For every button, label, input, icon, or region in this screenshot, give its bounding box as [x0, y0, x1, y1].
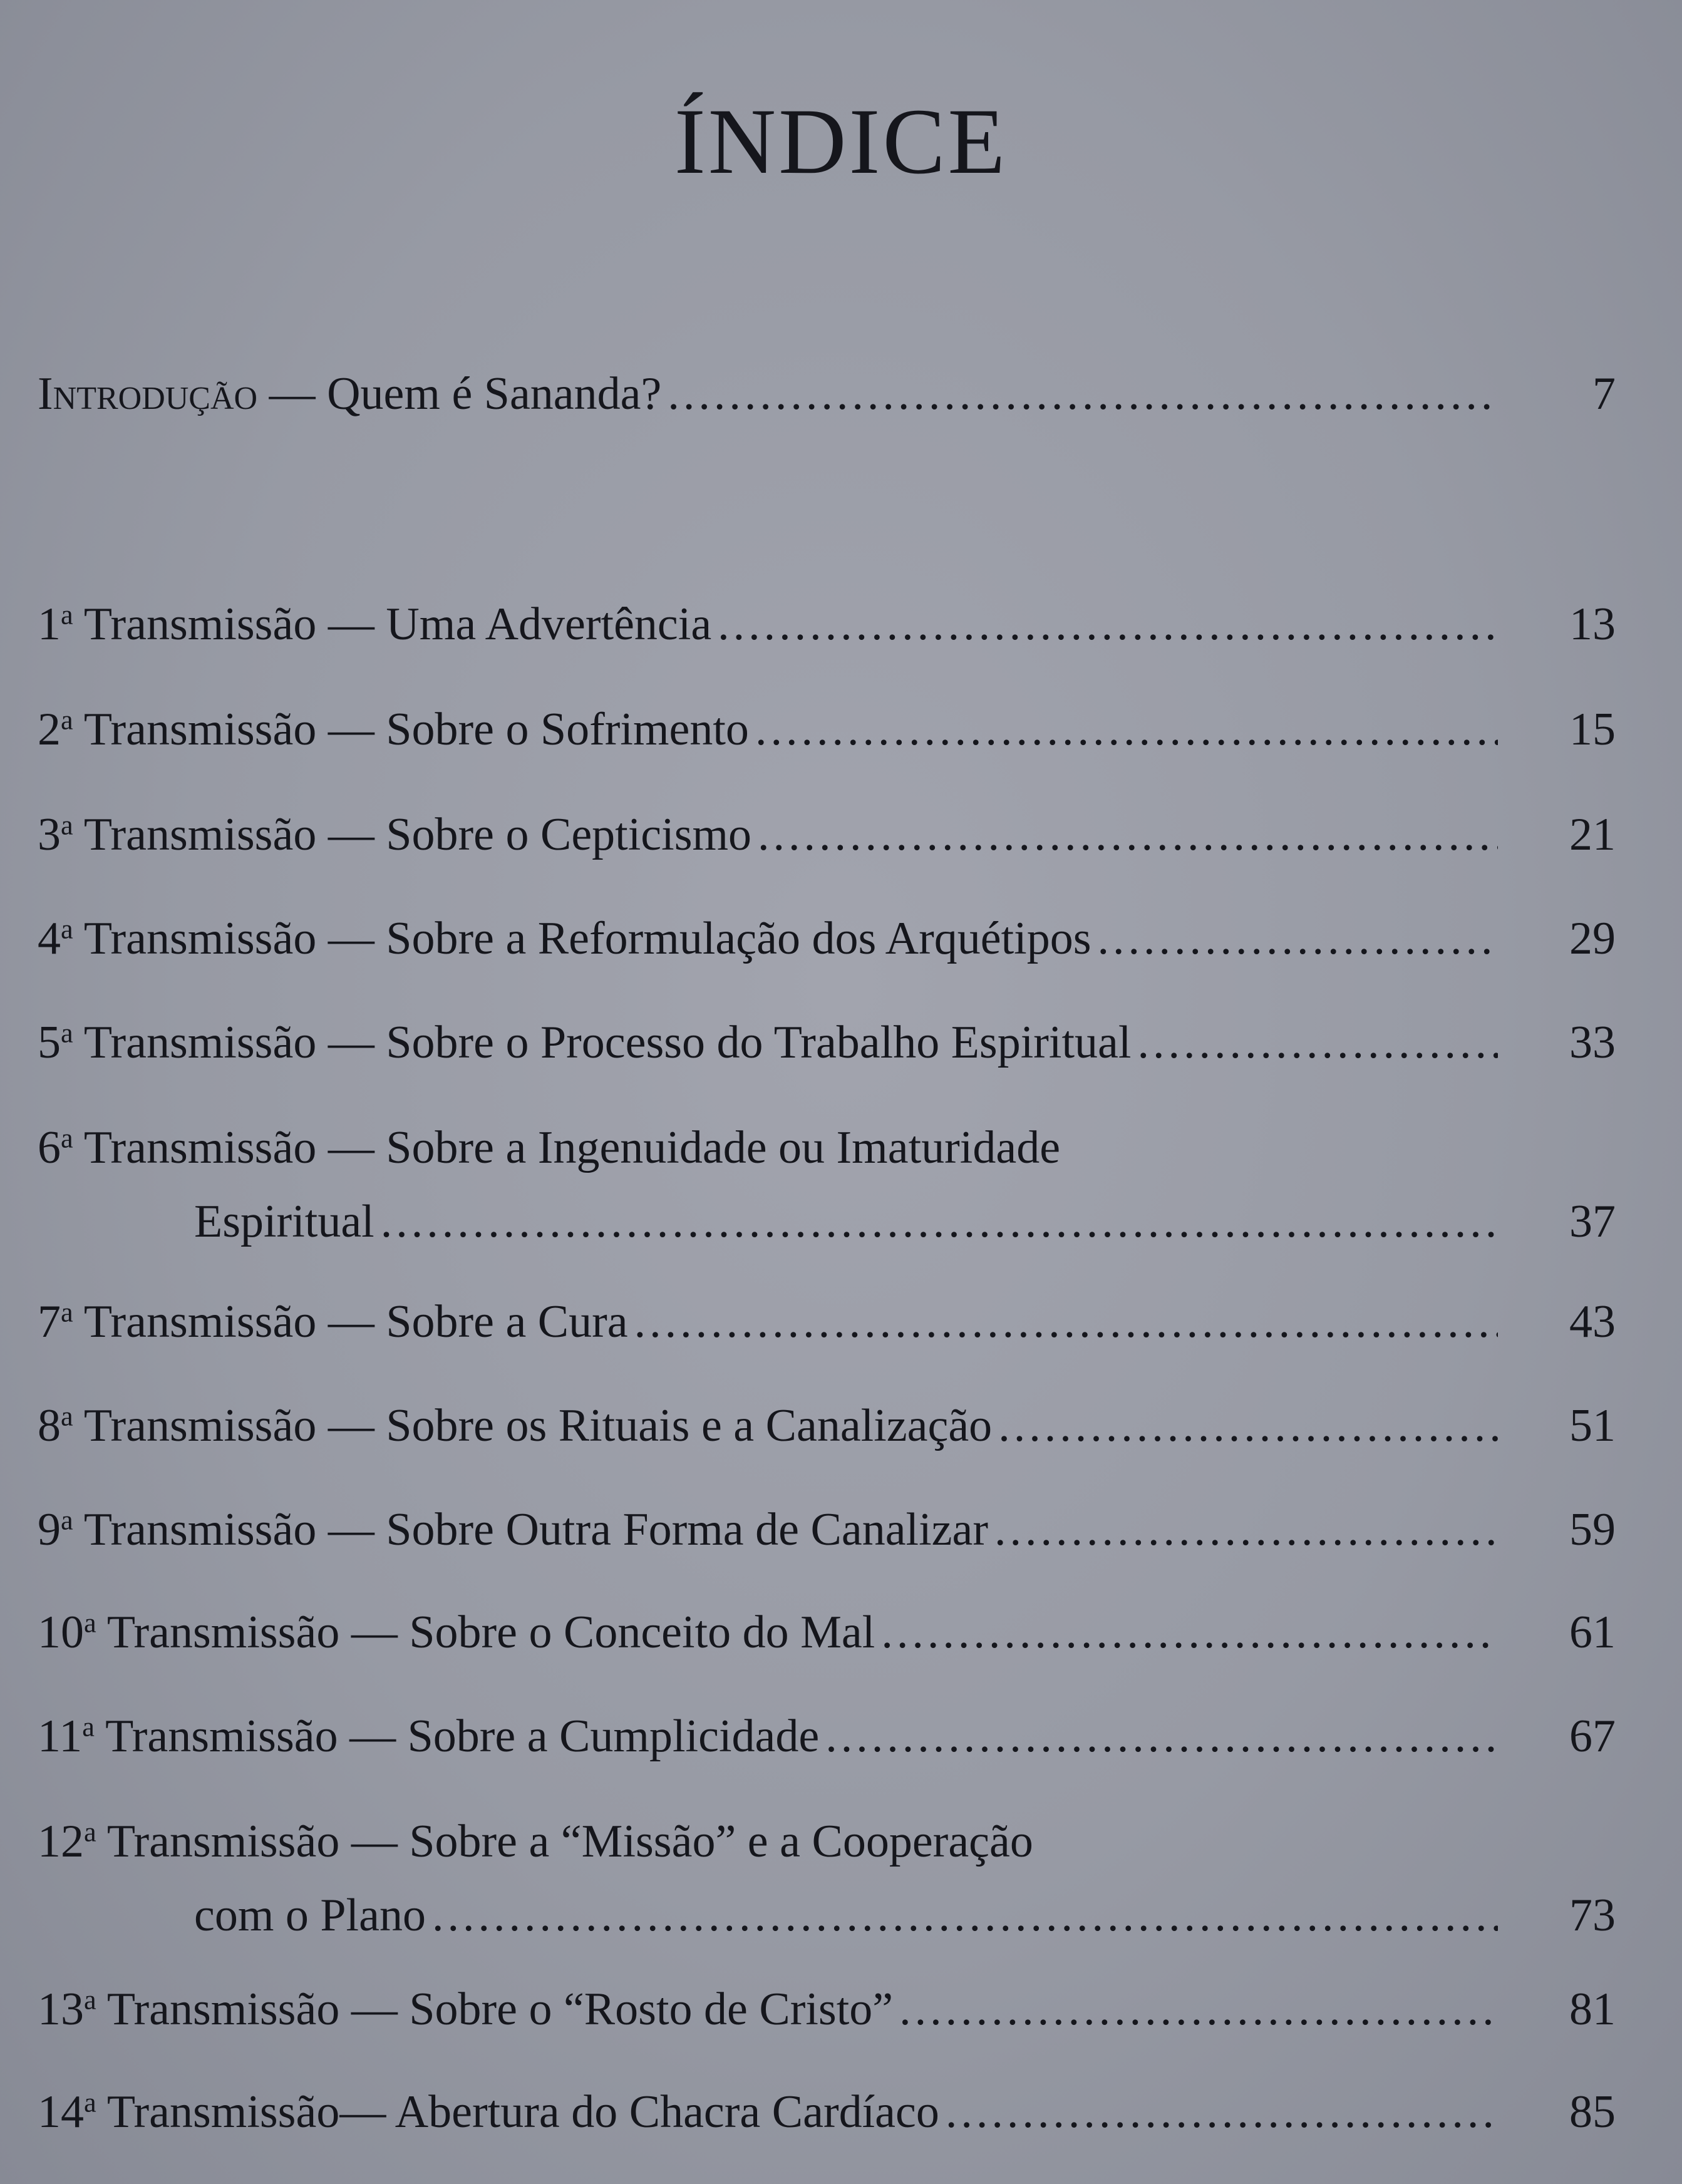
- toc-page-number: 21: [1569, 809, 1616, 860]
- toc-entry-ordinal-suffix: a: [61, 599, 73, 631]
- toc-entry-ordinal-suffix: a: [84, 1816, 96, 1848]
- toc-entry-6: [38, 1122, 1616, 1256]
- toc-entry-ordinal: 9: [38, 1504, 61, 1555]
- toc-entry-11: [38, 1713, 1616, 1771]
- toc-entry-12: [38, 1818, 1616, 1950]
- toc-entry-label: [38, 1504, 988, 1555]
- toc-entry-title: Transmissão — Sobre o Sofrimento: [83, 704, 749, 755]
- toc-entry-2: [38, 706, 1616, 764]
- toc-page-number: 37: [1569, 1196, 1616, 1247]
- toc-entry-1: [38, 601, 1616, 659]
- toc-entry-ordinal: 13: [38, 1984, 84, 2035]
- toc-entry-ordinal: 3: [38, 809, 61, 860]
- toc-entry-label: [194, 1892, 426, 1939]
- toc-entry-ordinal: 11: [38, 1711, 83, 1762]
- toc-entry-label: [38, 1818, 1033, 1865]
- toc-entry-ordinal: 5: [38, 1017, 61, 1068]
- toc-entry-label: [38, 1984, 894, 2035]
- toc-entry-label: [38, 811, 751, 858]
- toc-entry-title: Transmissão — Sobre o Conceito do Mal: [106, 1607, 875, 1658]
- toc-entry-ordinal: 14: [38, 2086, 84, 2138]
- toc-entry-title: Transmissão — Sobre o Cepticismo: [83, 809, 752, 860]
- toc-entry-title: Transmissão — Uma Advertência: [83, 599, 712, 650]
- leader-dots: [994, 1507, 1498, 1553]
- toc-entry-title: Transmissão — Sobre o Processo do Trabalho Espiritual: [83, 1017, 1132, 1068]
- toc-entry-ordinal-suffix: a: [82, 1711, 95, 1743]
- leader-dots: [668, 371, 1498, 417]
- toc-entry-label: [194, 1198, 374, 1245]
- toc-entry-title: Transmissão — Sobre os Rituais e a Canalização: [83, 1400, 993, 1451]
- toc-entry-ordinal: 12: [38, 1816, 84, 1867]
- toc-page-number: 29: [1569, 913, 1616, 964]
- toc-entry-3: [38, 811, 1616, 869]
- toc-page-number: 51: [1569, 1400, 1616, 1451]
- intro-label-head: Introdução: [38, 368, 258, 420]
- toc-entry-ordinal-suffix: a: [61, 1504, 73, 1536]
- toc-entry-title: Transmissão — Sobre a Cumplicidade: [105, 1711, 820, 1762]
- toc-page-number: 85: [1569, 2086, 1616, 2138]
- toc-entry-ordinal-suffix: a: [61, 913, 73, 945]
- leader-dots: [755, 706, 1498, 753]
- toc-entry-label: [38, 1711, 820, 1762]
- toc-entry-7: [38, 1296, 1616, 1356]
- leader-dots: [825, 1713, 1498, 1759]
- toc-entry-ordinal: 8: [38, 1400, 61, 1451]
- toc-entry-5: [38, 1019, 1616, 1077]
- leader-dots: [634, 1299, 1498, 1345]
- toc-entry-ordinal: 10: [38, 1607, 84, 1658]
- toc-entry-ordinal: 4: [38, 913, 61, 964]
- toc-entry-title: com o Plano: [194, 1890, 426, 1941]
- toc-entry-ordinal: 1: [38, 599, 61, 650]
- toc-entry-title: Transmissão — Sobre a Reformulação dos Arquétipos: [83, 913, 1091, 964]
- toc-entry-10: [38, 1609, 1616, 1667]
- toc-entry-ordinal: 6: [38, 1122, 61, 1173]
- toc-entry-title: Transmissão — Sobre Outra Forma de Canalizar: [83, 1504, 988, 1555]
- leader-dots: [899, 1986, 1498, 2032]
- toc-entry-ordinal-suffix: a: [61, 1017, 73, 1049]
- leader-dots: [946, 2089, 1498, 2135]
- toc-entry-4: [38, 915, 1616, 973]
- toc-page-number: 61: [1569, 1607, 1616, 1658]
- toc-entry-13: [38, 1986, 1616, 2044]
- toc-entry-label: [38, 1609, 875, 1656]
- leader-dots: [1098, 915, 1498, 962]
- toc-entry-label: [38, 1122, 1061, 1173]
- toc-entry-ordinal-suffix: a: [61, 1400, 73, 1432]
- leader-dots: [381, 1198, 1498, 1245]
- toc-page-number: 33: [1569, 1017, 1616, 1068]
- intro-label-rest: — Quem é Sananda?: [257, 368, 662, 420]
- toc-entry-label: [38, 1019, 1131, 1066]
- toc-entry-title: Espiritual: [194, 1196, 374, 1247]
- toc-entry-title: Transmissão — Sobre a Cura: [83, 1296, 628, 1347]
- toc-entry-8: [38, 1400, 1616, 1460]
- toc-entry-ordinal-suffix: a: [61, 1296, 73, 1328]
- leader-dots: [432, 1892, 1498, 1939]
- toc-entry-label: [38, 706, 749, 753]
- toc-entry-label: [38, 2086, 939, 2138]
- toc-page-number: 73: [1569, 1890, 1616, 1941]
- toc-entry-ordinal-suffix: a: [84, 1607, 96, 1639]
- leader-dots: [1137, 1019, 1498, 1066]
- leader-dots: [998, 1403, 1498, 1449]
- toc-entry-label: [38, 915, 1091, 962]
- toc-entry-label: [38, 1296, 628, 1347]
- toc-entry-title: Transmissão — Sobre o “Rosto de Cristo”: [106, 1984, 894, 2035]
- toc-entry-intro: [38, 368, 1616, 428]
- toc-entry-ordinal-suffix: a: [61, 1122, 73, 1154]
- toc-page-number: 81: [1569, 1984, 1616, 2035]
- toc-entry-label: [38, 368, 662, 420]
- toc-page-number: 7: [1592, 368, 1616, 420]
- toc-page-number: 43: [1569, 1296, 1616, 1347]
- toc-page-number: 15: [1569, 704, 1616, 755]
- toc-entry-ordinal-suffix: a: [61, 809, 73, 841]
- toc-entry-label: [38, 1400, 993, 1451]
- toc-entry-ordinal-suffix: a: [61, 704, 73, 736]
- toc-entry-title: Transmissão — Sobre a “Missão” e a Cooperação: [106, 1816, 1033, 1867]
- toc-entry-ordinal-suffix: a: [84, 2086, 96, 2118]
- toc-entry-ordinal: 7: [38, 1296, 61, 1347]
- toc-entry-title: Transmissão— Abertura do Chacra Cardíaco: [106, 2086, 939, 2138]
- leader-dots: [718, 601, 1498, 647]
- toc-page-number: 13: [1569, 599, 1616, 650]
- toc-entry-14: [38, 2086, 1616, 2146]
- toc-entry-9: [38, 1504, 1616, 1564]
- toc-page-number: 59: [1569, 1504, 1616, 1555]
- toc-entry-title: Transmissão — Sobre a Ingenuidade ou Imaturidade: [83, 1122, 1061, 1173]
- leader-dots: [758, 811, 1498, 858]
- toc-entry-label: [38, 599, 712, 650]
- page-title: ÍNDICE: [674, 89, 1008, 193]
- leader-dots: [881, 1609, 1498, 1656]
- toc-page-number: 67: [1569, 1711, 1616, 1762]
- toc-entry-ordinal-suffix: a: [84, 1984, 96, 2016]
- toc-entry-ordinal: 2: [38, 704, 61, 755]
